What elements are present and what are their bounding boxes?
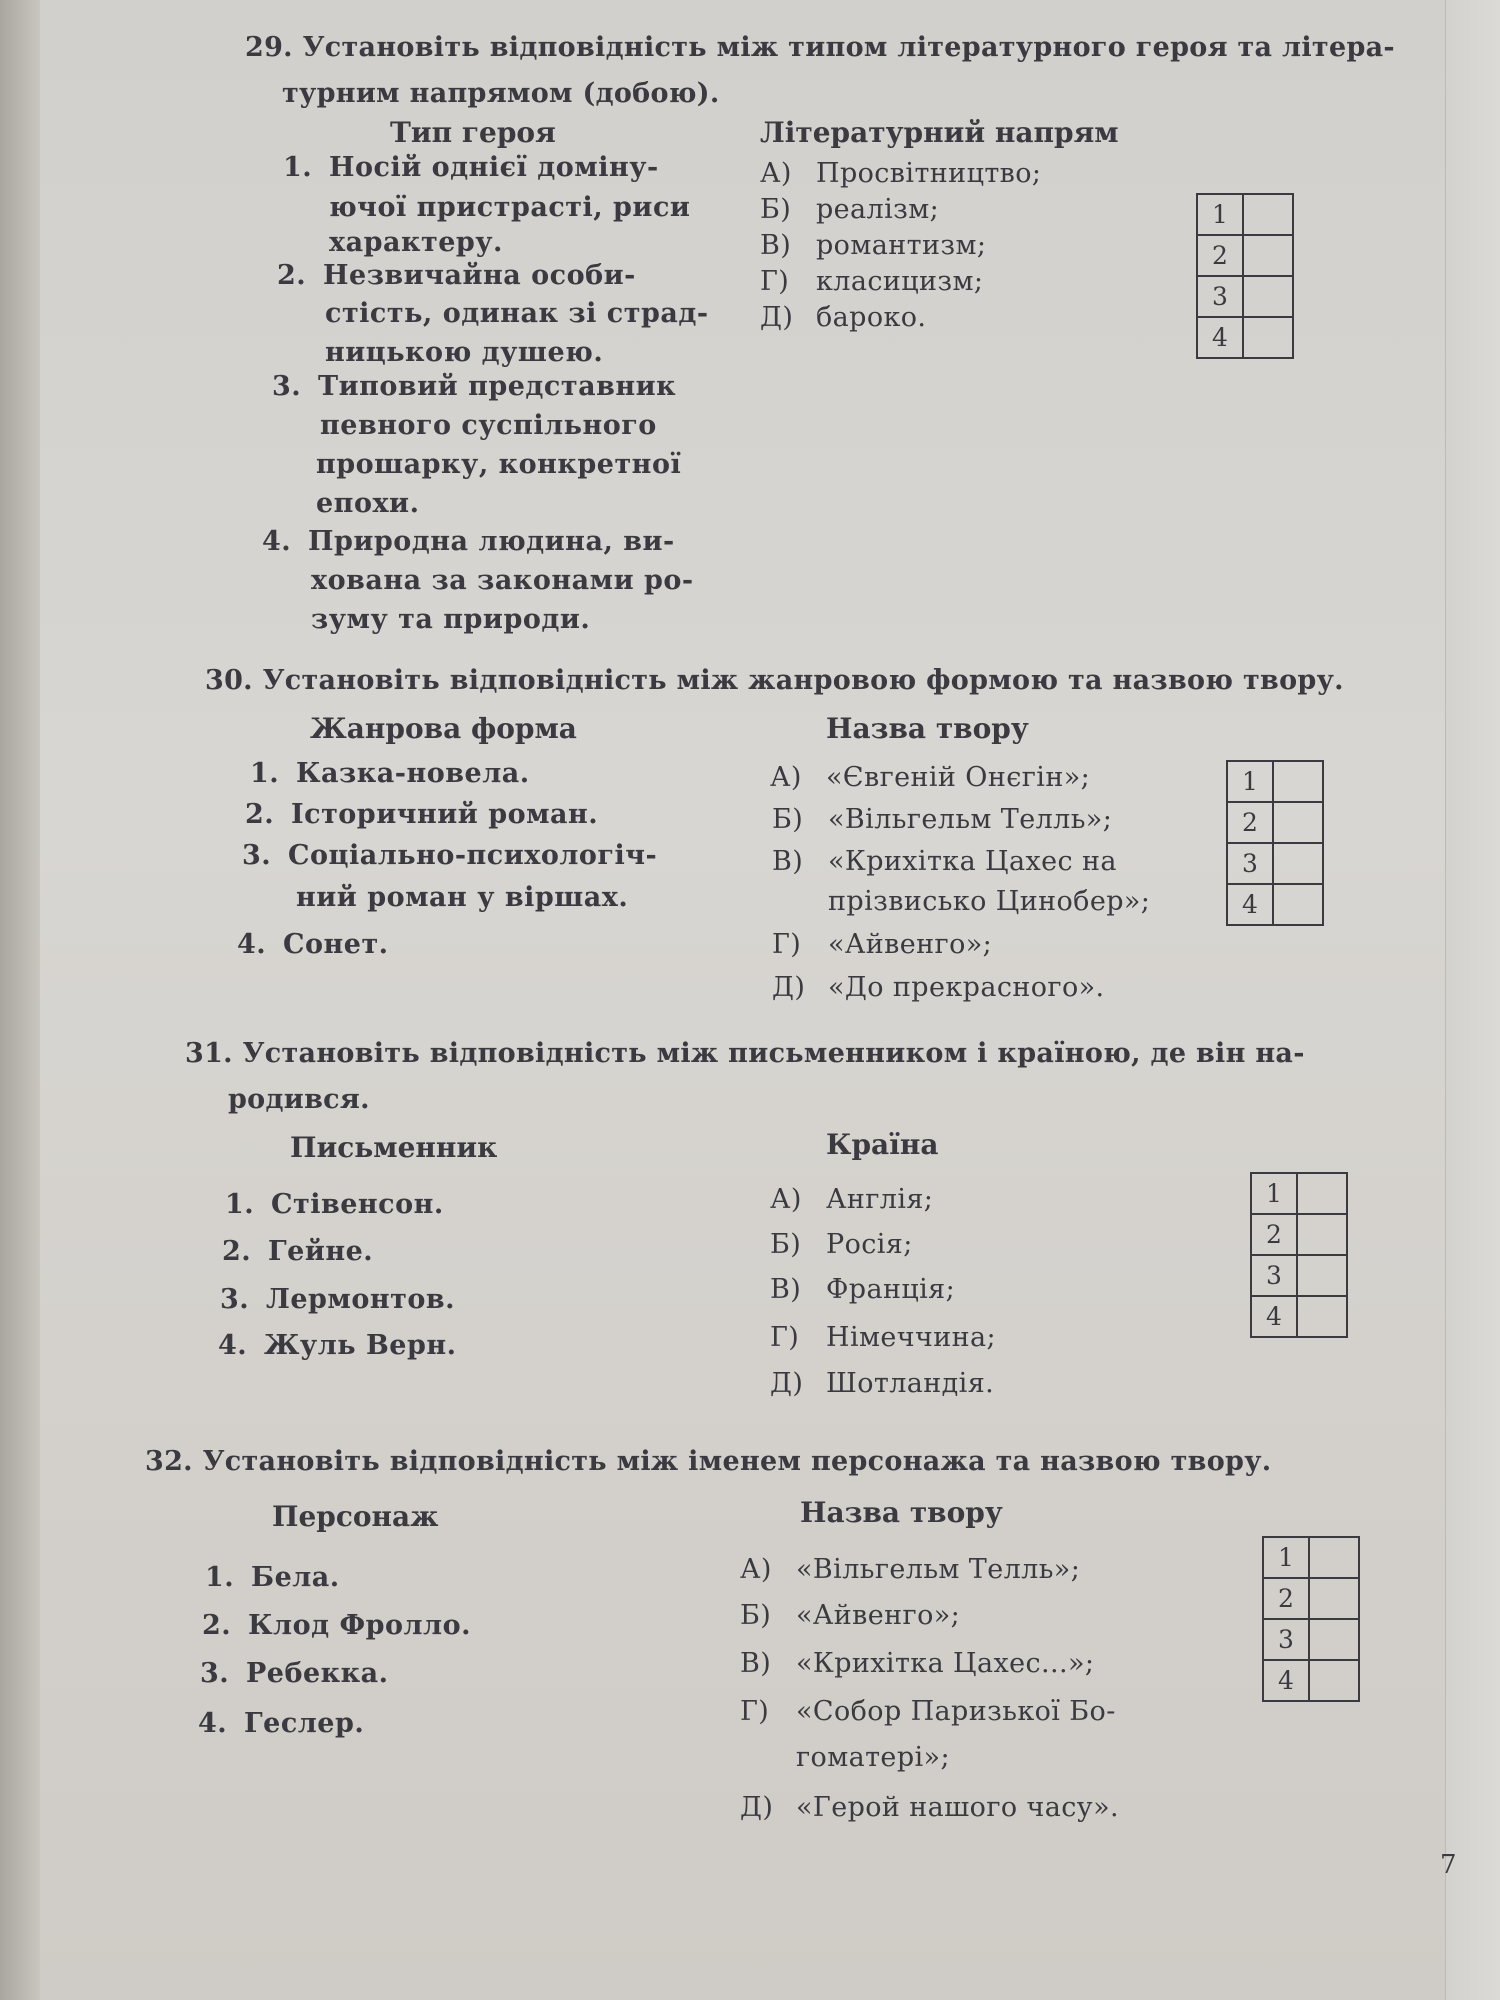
list-item: 1. Носій однієї доміну- <box>283 152 659 183</box>
list-item: 4. Природна людина, ви- <box>262 526 675 557</box>
grid-row-label: 4 <box>1251 1296 1297 1337</box>
answer-cell[interactable] <box>1273 761 1323 802</box>
grid-row-label: 3 <box>1197 276 1243 317</box>
answer-option: Б) реалізм; <box>760 194 940 225</box>
answer-option: Д) «Герой нашого часу». <box>740 1792 1119 1823</box>
right-column-header: Літературний напрям <box>760 116 1119 149</box>
page-number: 7 <box>1440 1850 1457 1880</box>
page-edge-shadow <box>0 0 40 2000</box>
answer-option: В) романтизм; <box>760 230 987 261</box>
answer-option: Д) Шотландія. <box>770 1368 995 1399</box>
answer-option: А) Англія; <box>770 1184 934 1215</box>
right-column-header: Країна <box>826 1128 939 1161</box>
answer-cell[interactable] <box>1297 1214 1347 1255</box>
list-item-continuation: хована за законами ро- <box>311 565 694 596</box>
grid-row-label: 2 <box>1251 1214 1297 1255</box>
answer-option: Б) «Вільгельм Телль»; <box>772 804 1113 835</box>
answer-option: Г) Німеччина; <box>770 1322 997 1353</box>
answer-grid <box>1196 193 1294 359</box>
answer-option-continuation: гоматері»; <box>796 1742 950 1773</box>
answer-option: А) «Вільгельм Телль»; <box>740 1554 1081 1585</box>
answer-grid <box>1226 760 1324 926</box>
answer-option: Г) класицизм; <box>760 266 984 297</box>
grid-row-label: 4 <box>1227 884 1273 925</box>
answer-option: В) Франція; <box>770 1274 956 1305</box>
list-item: 3. Типовий представник <box>272 371 677 402</box>
question-31-title-line2: родився. <box>228 1084 370 1115</box>
list-item: 3. Ребекка. <box>200 1658 389 1689</box>
right-column-header: Назва твору <box>826 712 1029 745</box>
answer-option: Б) Росія; <box>770 1229 913 1260</box>
list-item: 2. Клод Фролло. <box>202 1610 471 1641</box>
grid-row-label: 1 <box>1197 194 1243 235</box>
list-item: 3. Лермонтов. <box>220 1284 456 1315</box>
answer-option: Д) бароко. <box>760 302 927 333</box>
list-item-continuation: ючої пристрасті, риси <box>329 192 691 223</box>
question-number: 30. <box>205 665 253 696</box>
list-item-continuation: ницькою душею. <box>325 337 604 368</box>
grid-row-label: 4 <box>1263 1660 1309 1701</box>
answer-grid <box>1262 1536 1360 1702</box>
question-30-title-line1: 30. Установіть відповідність між жанровою формою та назвою твору. <box>205 665 1344 696</box>
question-number: 31. <box>185 1038 233 1069</box>
question-29-title-line1: 29. Установіть відповідність між типом літературного героя та літера- <box>245 32 1395 63</box>
grid-row-label: 2 <box>1197 235 1243 276</box>
left-column-header: Жанрова форма <box>310 712 577 745</box>
grid-row-label: 3 <box>1227 843 1273 884</box>
list-item: 2. Незвичайна особи- <box>277 260 636 291</box>
left-column-header: Персонаж <box>272 1500 439 1533</box>
answer-option: А) «Євгеній Онєгін»; <box>770 762 1091 793</box>
answer-option: А) Просвітництво; <box>760 158 1042 189</box>
answer-option: В) «Крихітка Цахес на <box>772 846 1117 877</box>
right-column-header: Назва твору <box>800 1496 1003 1529</box>
list-item: 4. Жуль Верн. <box>218 1330 457 1361</box>
next-sheet-edge <box>1445 0 1500 2000</box>
list-item: 4. Сонет. <box>237 929 389 960</box>
answer-option: Б) «Айвенго»; <box>740 1600 961 1631</box>
list-item-continuation: ний роман у віршах. <box>296 882 629 913</box>
grid-row-label: 3 <box>1263 1619 1309 1660</box>
grid-row-label: 4 <box>1197 317 1243 358</box>
answer-option: В) «Крихітка Цахес...»; <box>740 1648 1095 1679</box>
list-item: 2. Гейне. <box>222 1236 374 1267</box>
grid-row-label: 2 <box>1263 1578 1309 1619</box>
list-item: 1. Казка-новела. <box>250 758 530 789</box>
question-number: 32. <box>145 1446 193 1477</box>
grid-row-label: 2 <box>1227 802 1273 843</box>
grid-row-label: 1 <box>1263 1537 1309 1578</box>
list-item: 1. Стівенсон. <box>225 1189 444 1220</box>
answer-option: Д) «До прекрасного». <box>772 972 1105 1003</box>
list-item: 1. Бела. <box>205 1562 340 1593</box>
answer-cell[interactable] <box>1297 1255 1347 1296</box>
answer-option-continuation: прізвисько Цинобер»; <box>828 886 1151 917</box>
list-item-continuation: характеру. <box>329 227 503 258</box>
list-item-continuation: стість, одинак зі страд- <box>325 298 709 329</box>
question-32-title-line1: 32. Установіть відповідність між іменем персонажа та назвою твору. <box>145 1446 1272 1477</box>
answer-cell[interactable] <box>1243 235 1293 276</box>
list-item-continuation: прошарку, конкретної <box>316 449 682 480</box>
grid-row-label: 3 <box>1251 1255 1297 1296</box>
question-31-title-line1: 31. Установіть відповідність між письменником і країною, де він на- <box>185 1038 1305 1069</box>
left-column-header: Тип героя <box>390 116 556 149</box>
answer-option: Г) «Собор Паризької Бо- <box>740 1696 1116 1727</box>
answer-cell[interactable] <box>1273 884 1323 925</box>
answer-cell[interactable] <box>1273 843 1323 884</box>
question-number: 29. <box>245 32 293 63</box>
answer-cell[interactable] <box>1297 1296 1347 1337</box>
list-item-continuation: певного суспільного <box>320 410 657 441</box>
grid-row-label: 1 <box>1227 761 1273 802</box>
answer-cell[interactable] <box>1243 276 1293 317</box>
answer-cell[interactable] <box>1273 802 1323 843</box>
list-item: 4. Геслер. <box>198 1708 365 1739</box>
answer-cell[interactable] <box>1243 317 1293 358</box>
answer-grid <box>1250 1172 1348 1338</box>
question-29-title-line2: турним напрямом (добою). <box>282 78 720 109</box>
answer-cell[interactable] <box>1243 194 1293 235</box>
answer-cell[interactable] <box>1297 1173 1347 1214</box>
answer-cell[interactable] <box>1309 1619 1359 1660</box>
left-column-header: Письменник <box>290 1131 498 1164</box>
answer-option: Г) «Айвенго»; <box>772 929 993 960</box>
list-item-continuation: зуму та природи. <box>311 604 591 635</box>
grid-row-label: 1 <box>1251 1173 1297 1214</box>
list-item: 2. Історичний роман. <box>245 799 599 830</box>
answer-cell[interactable] <box>1309 1537 1359 1578</box>
list-item: 3. Соціально-психологіч- <box>242 840 658 871</box>
answer-cell[interactable] <box>1309 1578 1359 1619</box>
list-item-continuation: епохи. <box>316 488 420 519</box>
answer-cell[interactable] <box>1309 1660 1359 1701</box>
